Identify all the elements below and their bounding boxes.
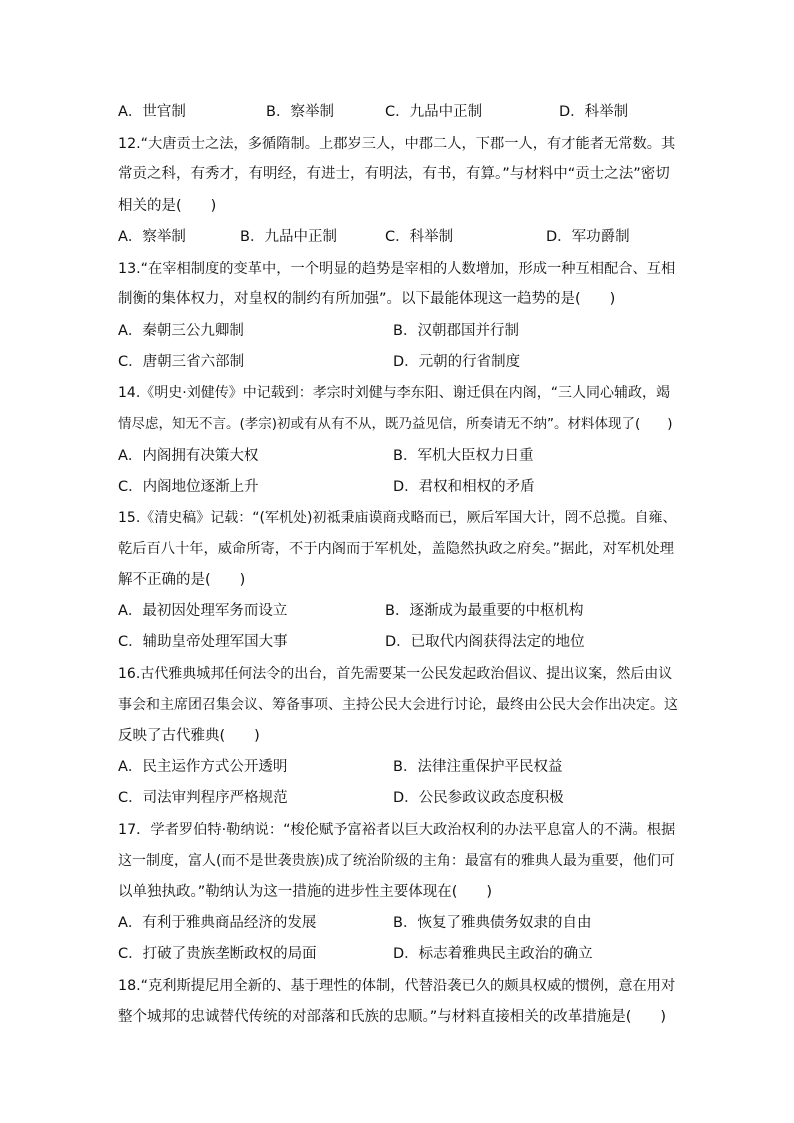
question-18-text: 整个城邦的忠诚替代传统的对部落和氏族的忠顺。”与材料直接相关的改革措施是( ) bbox=[118, 1009, 667, 1025]
option-c: C．内阁地位逐渐上升 bbox=[118, 479, 259, 495]
option-d: D．科举制 bbox=[559, 104, 629, 120]
option-a: A．有利于雅典商品经济的发展 bbox=[118, 915, 317, 931]
option-a: A．最初因处理军务而设立 bbox=[118, 603, 288, 619]
option-b: B．法律注重保护平民权益 bbox=[393, 759, 563, 775]
question-15-options bbox=[118, 601, 718, 621]
question-13-text: 制衡的集体权力，对皇权的制约有所加强”。以下最能体现这一趋势的是( ) bbox=[118, 291, 616, 307]
option-d: D．标志着雅典民主政治的确立 bbox=[393, 946, 593, 962]
question-16-options bbox=[118, 788, 718, 808]
option-b: B．九品中正制 bbox=[240, 229, 337, 245]
question-14-options bbox=[118, 446, 718, 466]
option-d: D．已取代内阁获得法定的地位 bbox=[385, 634, 585, 650]
option-a: A．内阁拥有决策大权 bbox=[118, 448, 259, 464]
option-d: D．元朝的行省制度 bbox=[393, 354, 521, 370]
question-12-text: 常贡之科，有秀才，有明经，有进士，有明法，有书，有算。”与材料中“贡士之法”密切 bbox=[118, 166, 670, 182]
option-d: D．君权和相权的矛盾 bbox=[393, 479, 535, 495]
option-c: C．司法审判程序严格规范 bbox=[118, 790, 288, 806]
option-b: B．察举制 bbox=[266, 104, 334, 120]
question-18-text: 18.“克利斯提尼用全新的、基于理性的体制，代替沿袭已久的颇具权威的惯例，意在用对 bbox=[118, 978, 676, 994]
option-d: D．公民参政议政态度积极 bbox=[393, 790, 564, 806]
option-b: B．逐渐成为最重要的中枢机构 bbox=[385, 603, 584, 619]
question-12-text: 12.“大唐贡士之法，多循隋制。上郡岁三人，中郡二人，下郡一人，有才能者无常数。其 bbox=[118, 136, 676, 152]
question-14-text: 情尽虑，知无不言。(孝宗)初或有从有不从，既乃益见信，所奏请无不纳”。材料体现了( ) bbox=[118, 416, 673, 432]
question-17-options bbox=[118, 944, 718, 964]
option-a: A．民主运作方式公开透明 bbox=[118, 759, 288, 775]
question-14-text: 14.《明史·刘健传》中记载到：孝宗时刘健与李东阳、谢迁俱在内阁，“三人同心辅政，竭 bbox=[118, 385, 670, 401]
question-16-options bbox=[118, 757, 718, 777]
option-a: A．世官制 bbox=[118, 104, 186, 120]
option-b: B．汉朝郡国并行制 bbox=[393, 323, 519, 339]
question-13-text: 13.“在宰相制度的变革中，一个明显的趋势是宰相的人数增加，形成一种互相配合、互相 bbox=[118, 261, 676, 277]
option-c: C．辅助皇帝处理军国大事 bbox=[118, 634, 288, 650]
question-17-text: 这一制度，富人(而不是世袭贵族)成了统治阶级的主角：最富有的雅典人最为重要，他们可 bbox=[118, 853, 675, 869]
question-17-text: 以单独执政。”勒纳认为这一措施的进步性主要体现在( ) bbox=[118, 884, 493, 900]
question-11-options bbox=[118, 102, 718, 122]
question-14-options bbox=[118, 477, 718, 497]
option-c: C．唐朝三省六部制 bbox=[118, 354, 245, 370]
option-a: A．秦朝三公九卿制 bbox=[118, 323, 244, 339]
question-15-text: 解不正确的是( ) bbox=[118, 572, 246, 588]
question-17-text: 17．学者罗伯特·勒纳说：“梭伦赋予富裕者以巨大政治权利的办法平息富人的不满。根据 bbox=[118, 822, 676, 838]
option-c: C．九品中正制 bbox=[385, 104, 483, 120]
question-15-options bbox=[118, 632, 718, 652]
option-d: D．军功爵制 bbox=[546, 229, 630, 245]
question-16-text: 反映了古代雅典( ) bbox=[118, 728, 260, 744]
question-16-text: 16.古代雅典城邦任何法令的出台，首先需要某一公民发起政治倡议、提出议案，然后由议 bbox=[118, 666, 673, 682]
question-17-options bbox=[118, 913, 718, 933]
option-b: B．军机大臣权力日重 bbox=[393, 448, 534, 464]
option-c: C．科举制 bbox=[385, 229, 454, 245]
question-16-text: 事会和主席团召集会议、筹备事项、主持公民大会进行讨论，最终由公民大会作出决定。这 bbox=[118, 697, 678, 713]
question-15-text: 乾后百八十年，威命所寄，不于内阁而于军机处，盖隐然执政之府矣。”据此，对军机处理 bbox=[118, 541, 675, 557]
option-c: C．打破了贵族垄断政权的局面 bbox=[118, 946, 317, 962]
question-13-options bbox=[118, 321, 718, 341]
option-b: B．恢复了雅典债务奴隶的自由 bbox=[393, 915, 592, 931]
question-13-options bbox=[118, 352, 718, 372]
option-a: A．察举制 bbox=[118, 229, 186, 245]
question-12-options bbox=[118, 227, 718, 247]
question-12-text: 相关的是( ) bbox=[118, 198, 217, 214]
question-15-text: 15.《清史稿》记载：“(军机处)初祗秉庙谟商戎略而已，厥后军国大计，罔不总揽。自雍、 bbox=[118, 510, 677, 526]
